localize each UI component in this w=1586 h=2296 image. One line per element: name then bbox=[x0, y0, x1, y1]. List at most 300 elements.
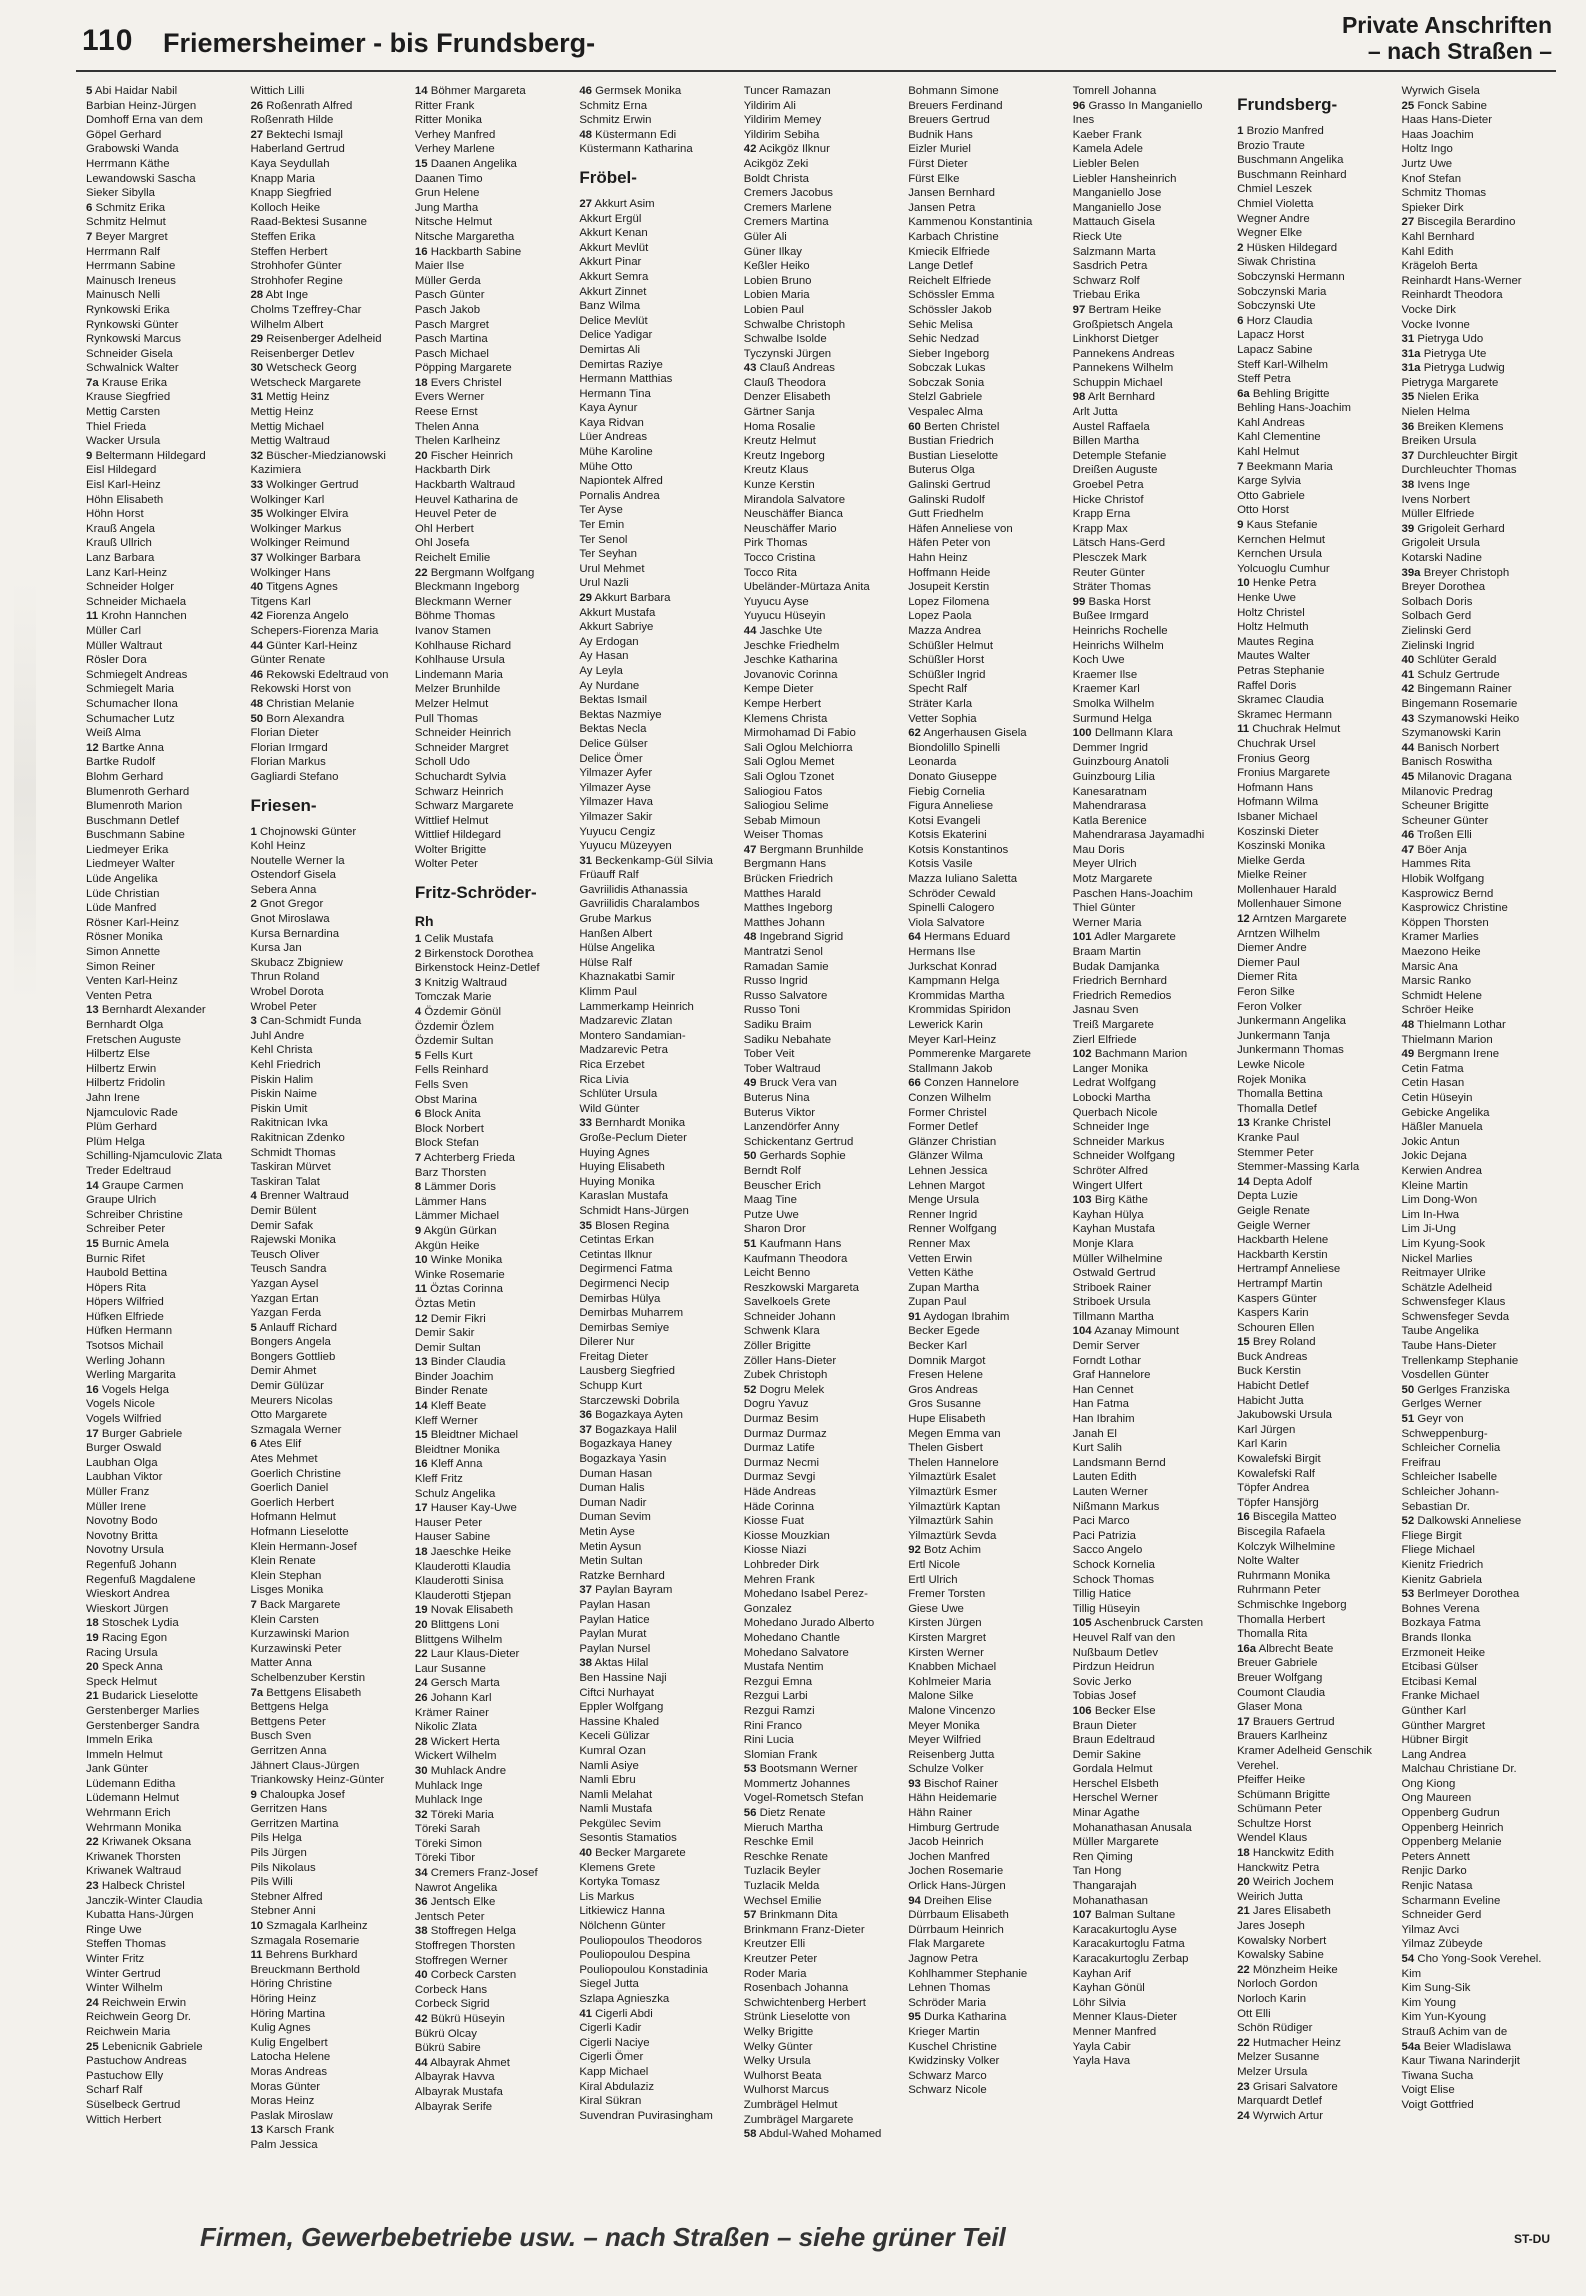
resident-entry bbox=[1073, 1456, 1225, 1471]
resident-entry bbox=[1402, 1937, 1554, 1952]
resident-entry bbox=[744, 1470, 896, 1485]
resident-entry bbox=[579, 328, 731, 343]
resident-entry bbox=[415, 1136, 567, 1151]
resident-entry bbox=[1402, 668, 1554, 683]
resident-name: Marquardt Detlef bbox=[1237, 2095, 1322, 2108]
resident-name: Galinski Rudolf bbox=[908, 493, 985, 506]
resident-entry bbox=[86, 1952, 238, 1967]
resident-name: Höpers Rita bbox=[86, 1281, 147, 1294]
resident-name: Akkurt Semra bbox=[579, 270, 649, 283]
resident-name: Reinhardt Theodora bbox=[1401, 289, 1503, 302]
resident-name: Kmiecik Elfriede bbox=[908, 245, 990, 258]
resident-name: Malone Vincenzo bbox=[908, 1704, 996, 1717]
resident-name: Kubatta Hans-Jürgen bbox=[86, 1909, 194, 1922]
resident-entry bbox=[86, 755, 238, 770]
house-number: 42 bbox=[743, 143, 757, 156]
resident-name: Glänzer Wilma bbox=[908, 1150, 983, 1163]
resident-name: Liebler Hansheinrich bbox=[1072, 172, 1177, 185]
resident-name: Giese Uwe bbox=[908, 1602, 964, 1615]
resident-name: Birg Käthe bbox=[1094, 1194, 1149, 1207]
resident-name: Delice Yadigar bbox=[579, 329, 653, 342]
resident-entry bbox=[1073, 799, 1225, 814]
resident-entry bbox=[1237, 1423, 1389, 1438]
resident-entry bbox=[744, 916, 896, 931]
resident-name: Ciftci Nurhayat bbox=[579, 1686, 655, 1699]
resident-entry bbox=[744, 1762, 896, 1777]
resident-name: Renjic Darko bbox=[1401, 1865, 1467, 1878]
resident-name: Slomian Frank bbox=[743, 1748, 818, 1761]
house-number: 42 bbox=[250, 610, 264, 623]
resident-entry bbox=[744, 1689, 896, 1704]
resident-entry bbox=[415, 1545, 567, 1560]
resident-entry bbox=[744, 230, 896, 245]
resident-name: Melzer Brunhilde bbox=[414, 683, 501, 696]
resident-name: Obst Marina bbox=[414, 1093, 477, 1106]
resident-name: Durmaz Durmaz bbox=[743, 1427, 827, 1440]
house-number: 18 bbox=[1237, 1847, 1250, 1860]
resident-entry bbox=[1402, 201, 1554, 216]
resident-name: Beier Wladislawa bbox=[1423, 2040, 1512, 2053]
resident-entry bbox=[415, 1983, 567, 1998]
resident-entry bbox=[415, 186, 567, 201]
resident-entry bbox=[744, 1543, 896, 1558]
resident-entry bbox=[1073, 99, 1225, 114]
resident-entry bbox=[744, 2010, 896, 2025]
resident-name: Rösler Dora bbox=[86, 654, 147, 667]
resident-name: Grigoleit Gerhard bbox=[1417, 522, 1505, 535]
resident-name: Voigt Gottfried bbox=[1401, 2098, 1474, 2111]
resident-name: Holtz Helmuth bbox=[1237, 621, 1309, 634]
resident-name: Winke Monika bbox=[430, 1254, 503, 1267]
resident-entry bbox=[1073, 609, 1225, 624]
resident-entry bbox=[415, 609, 567, 624]
resident-name: Pietryga Udo bbox=[1417, 333, 1484, 346]
resident-entry bbox=[744, 726, 896, 741]
resident-entry bbox=[579, 1729, 731, 1744]
house-number: 13 bbox=[414, 1356, 428, 1369]
resident-name: Barz Thorsten bbox=[414, 1166, 487, 1179]
resident-name: Akkurt Pinar bbox=[579, 256, 642, 269]
resident-name: Roßenrath Hilde bbox=[250, 114, 334, 127]
resident-name: Verhey Marlene bbox=[414, 143, 495, 156]
resident-entry bbox=[86, 1529, 238, 1544]
house-number: 57 bbox=[743, 1909, 757, 1922]
resident-entry bbox=[744, 1777, 896, 1792]
house-number: 106 bbox=[1072, 1704, 1092, 1717]
resident-name: Gerstenberger Sandra bbox=[86, 1719, 200, 1732]
resident-name: Breuer Wolfgang bbox=[1237, 1671, 1323, 1684]
resident-name: Ertl Nicole bbox=[908, 1558, 961, 1571]
resident-entry bbox=[1402, 1412, 1554, 1427]
resident-entry bbox=[1237, 299, 1389, 314]
resident-entry bbox=[1073, 522, 1225, 537]
resident-name: Kamela Adele bbox=[1072, 143, 1143, 156]
resident-entry bbox=[908, 1354, 1060, 1369]
resident-name: Zupan Paul bbox=[908, 1296, 967, 1309]
resident-name: Ay Hasan bbox=[579, 650, 629, 663]
resident-entry bbox=[1237, 1102, 1389, 1117]
resident-name: Krapp Max bbox=[1072, 522, 1128, 535]
resident-name: Werling Margarita bbox=[86, 1369, 176, 1382]
resident-entry bbox=[579, 635, 731, 650]
resident-name: Burger Gabriele bbox=[101, 1427, 183, 1440]
resident-name: Gerhards Sophie bbox=[759, 1150, 846, 1163]
resident-entry bbox=[1073, 245, 1225, 260]
resident-name: Junkermann Thomas bbox=[1237, 1044, 1344, 1057]
resident-entry bbox=[250, 1700, 402, 1715]
resident-entry bbox=[250, 868, 402, 883]
resident-entry bbox=[1073, 1281, 1225, 1296]
resident-name: Adler Margarete bbox=[1094, 931, 1176, 944]
resident-entry bbox=[1237, 1219, 1389, 1234]
resident-entry bbox=[908, 653, 1060, 668]
resident-name: Jokic Antun bbox=[1401, 1135, 1460, 1148]
resident-name: Holtz Ingo bbox=[1401, 143, 1453, 156]
resident-name: Raad-Bektesi Susanne bbox=[250, 216, 367, 229]
resident-entry bbox=[1402, 303, 1554, 318]
resident-name: Sebab Mimoun bbox=[743, 814, 821, 827]
resident-name: Schwarz Rolf bbox=[1072, 274, 1140, 287]
house-number: 41 bbox=[579, 2007, 592, 2020]
resident-name: Heinrichs Rochelle bbox=[1072, 624, 1168, 637]
resident-name: Yayla Hava bbox=[1072, 2055, 1131, 2068]
resident-entry bbox=[86, 259, 238, 274]
resident-entry bbox=[1402, 1252, 1554, 1267]
resident-name: Bleckmann Werner bbox=[414, 595, 512, 608]
resident-entry bbox=[415, 1428, 567, 1443]
resident-entry bbox=[744, 2127, 896, 2142]
house-number: 11 bbox=[414, 1283, 427, 1296]
resident-entry bbox=[744, 1908, 896, 1923]
resident-entry bbox=[86, 1412, 238, 1427]
resident-name: Mettig Carsten bbox=[86, 406, 161, 419]
resident-entry bbox=[579, 1510, 731, 1525]
resident-entry bbox=[86, 1908, 238, 1923]
resident-name: Bustian Lieselotte bbox=[908, 449, 999, 462]
resident-name: Jeschke Friedhelm bbox=[743, 639, 840, 652]
resident-entry bbox=[1073, 916, 1225, 931]
resident-name: Karsch Frank bbox=[266, 2124, 335, 2137]
resident-name: Kohlhause Richard bbox=[414, 639, 512, 652]
resident-name: Schüßler Horst bbox=[908, 654, 985, 667]
resident-name: Hammes Rita bbox=[1401, 858, 1471, 871]
resident-name: Lindemann Maria bbox=[414, 668, 503, 681]
resident-name: Kulig Engelbert bbox=[250, 2036, 328, 2049]
resident-entry bbox=[1402, 1383, 1554, 1398]
resident-name: Fronius Margarete bbox=[1237, 767, 1331, 780]
resident-name: Sadiku Nebahate bbox=[743, 1033, 832, 1046]
resident-entry bbox=[415, 1297, 567, 1312]
resident-entry bbox=[1402, 1646, 1554, 1661]
resident-name: Jeschke Katharina bbox=[743, 654, 838, 667]
resident-entry bbox=[1237, 2109, 1389, 2124]
resident-name: Stemmer Peter bbox=[1237, 1146, 1314, 1159]
resident-name: Herrmann Ralf bbox=[86, 245, 161, 258]
resident-name: Habicht Detlef bbox=[1237, 1380, 1309, 1393]
resident-name: Bustian Friedrich bbox=[908, 435, 994, 448]
resident-name: Rösner Monika bbox=[86, 931, 163, 944]
resident-name: Lisges Monika bbox=[250, 1584, 324, 1597]
resident-entry bbox=[1402, 960, 1554, 975]
resident-entry bbox=[1237, 1773, 1389, 1788]
resident-entry bbox=[250, 1335, 402, 1350]
resident-entry bbox=[1237, 620, 1389, 635]
resident-name: Schwalbe Christoph bbox=[743, 318, 846, 331]
resident-name: Sobczynski Maria bbox=[1237, 285, 1327, 298]
resident-name: Hutmacher Heinz bbox=[1252, 2036, 1341, 2049]
resident-entry bbox=[579, 1831, 731, 1846]
resident-name: Rini Lucia bbox=[743, 1734, 794, 1747]
resident-name: Knabben Michael bbox=[908, 1661, 997, 1674]
resident-name: Rica Livia bbox=[579, 1073, 629, 1086]
resident-entry bbox=[1073, 1719, 1225, 1734]
resident-name: Bükrü Hüseyin bbox=[430, 2013, 505, 2025]
house-number: 16 bbox=[414, 1458, 428, 1471]
house-number: 16 bbox=[1237, 1511, 1250, 1524]
resident-entry bbox=[744, 828, 896, 843]
resident-name: Lopez Paola bbox=[908, 610, 972, 623]
resident-entry bbox=[415, 1151, 567, 1166]
resident-name: Lüdemann Helmut bbox=[86, 1792, 180, 1805]
resident-entry bbox=[1402, 1091, 1554, 1106]
resident-entry bbox=[250, 1627, 402, 1642]
resident-entry bbox=[1073, 1762, 1225, 1777]
resident-name: Maag Tine bbox=[743, 1194, 797, 1207]
resident-name: Kohl Heinz bbox=[250, 840, 306, 853]
resident-name: Pannekens Wilhelm bbox=[1072, 362, 1174, 375]
resident-name: Schneider Holger bbox=[86, 581, 175, 594]
resident-name: Krommidas Spiridon bbox=[908, 1004, 1011, 1017]
resident-entry bbox=[744, 1967, 896, 1982]
resident-name: Bükrü Olcay bbox=[414, 2027, 477, 2040]
house-number: 52 bbox=[1401, 1515, 1415, 1528]
resident-name: Kim Yun-Kyoung bbox=[1401, 2011, 1487, 2024]
resident-name: Mommertz Johannes bbox=[743, 1777, 851, 1790]
resident-name: Thelen Hannelore bbox=[908, 1456, 999, 1469]
resident-name: Thrun Roland bbox=[250, 971, 320, 984]
resident-name: Grisari Salvatore bbox=[1252, 2080, 1338, 2093]
resident-entry bbox=[1073, 332, 1225, 347]
resident-entry bbox=[908, 609, 1060, 624]
resident-entry bbox=[1237, 970, 1389, 985]
house-number: 22 bbox=[1237, 1963, 1250, 1976]
resident-entry bbox=[1237, 1627, 1389, 1642]
resident-entry bbox=[1237, 1496, 1389, 1511]
resident-entry bbox=[86, 522, 238, 537]
resident-name: Schwarz Marco bbox=[908, 2069, 987, 2082]
resident-name: Megen Emma van bbox=[908, 1427, 1001, 1440]
page-header bbox=[0, 0, 1586, 70]
resident-entry bbox=[86, 1383, 238, 1398]
resident-name: Kowalsky Sabine bbox=[1237, 1949, 1324, 1962]
resident-entry bbox=[86, 463, 238, 478]
resident-entry bbox=[1402, 478, 1554, 493]
resident-entry bbox=[1402, 1397, 1554, 1412]
resident-name: Thiel Günter bbox=[1072, 902, 1136, 915]
resident-entry bbox=[86, 1179, 238, 1194]
resident-entry bbox=[415, 245, 567, 260]
resident-name: Gnot Gregor bbox=[259, 898, 324, 911]
resident-name: Banisch Roswitha bbox=[1401, 756, 1493, 769]
resident-entry bbox=[1237, 1744, 1389, 1759]
resident-entry bbox=[1073, 1646, 1225, 1661]
resident-name: Graupe Carmen bbox=[101, 1179, 184, 1192]
resident-name: Kahl Helmut bbox=[1237, 446, 1300, 459]
resident-entry bbox=[579, 1583, 731, 1598]
resident-entry bbox=[1402, 1894, 1554, 1909]
resident-entry bbox=[250, 741, 402, 756]
resident-entry bbox=[1073, 624, 1225, 639]
resident-entry bbox=[579, 591, 731, 606]
resident-entry bbox=[908, 1806, 1060, 1821]
resident-name: Diemer Rita bbox=[1237, 971, 1298, 984]
resident-name: Herschel Elsbeth bbox=[1072, 1777, 1159, 1790]
resident-entry bbox=[86, 1689, 238, 1704]
resident-entry bbox=[1073, 1777, 1225, 1792]
resident-name: Peters Annett bbox=[1401, 1850, 1470, 1863]
resident-name: Schneider Heinrich bbox=[414, 727, 512, 740]
resident-name: Kiral Sükran bbox=[579, 2095, 642, 2108]
resident-entry bbox=[1402, 1470, 1554, 1485]
resident-entry bbox=[1237, 1467, 1389, 1482]
resident-entry bbox=[250, 361, 402, 376]
resident-name: Domhoff Erna van dem bbox=[86, 114, 203, 127]
house-number: 32 bbox=[250, 449, 264, 462]
resident-entry bbox=[1237, 168, 1389, 183]
resident-entry bbox=[1237, 533, 1389, 548]
resident-entry bbox=[415, 1399, 567, 1414]
resident-name: Yazgan Ferda bbox=[250, 1307, 322, 1320]
resident-entry bbox=[86, 186, 238, 201]
resident-name: Eisl Hildegard bbox=[86, 464, 157, 477]
house-number: 47 bbox=[743, 843, 757, 856]
resident-name: Corbeck Sigrid bbox=[414, 1998, 490, 2011]
resident-name: Smolka Wilhelm bbox=[1072, 697, 1155, 710]
resident-entry bbox=[415, 230, 567, 245]
resident-entry bbox=[415, 1676, 567, 1691]
resident-entry bbox=[579, 1379, 731, 1394]
resident-entry bbox=[1073, 1266, 1225, 1281]
resident-name: Schwenk Klara bbox=[743, 1325, 820, 1338]
resident-name: Horz Claudia bbox=[1246, 314, 1313, 327]
resident-name: Beyer Margret bbox=[95, 230, 168, 243]
resident-name: Klemens Grete bbox=[579, 1861, 656, 1874]
resident-name: Otto Horst bbox=[1237, 504, 1289, 517]
resident-entry bbox=[1402, 1441, 1554, 1456]
resident-entry bbox=[86, 872, 238, 887]
resident-entry bbox=[250, 1569, 402, 1584]
resident-entry bbox=[250, 172, 402, 187]
resident-entry bbox=[250, 1977, 402, 1992]
resident-name: Tuzlacik Beyler bbox=[743, 1865, 821, 1878]
resident-entry bbox=[415, 961, 567, 976]
resident-entry bbox=[1237, 1306, 1389, 1321]
resident-entry bbox=[415, 624, 567, 639]
resident-entry bbox=[744, 2098, 896, 2113]
resident-name: Kowalefski Birgit bbox=[1237, 1453, 1321, 1466]
resident-name: Solbach Gerd bbox=[1401, 610, 1472, 623]
resident-entry bbox=[579, 387, 731, 402]
resident-name: Hupe Elisabeth bbox=[908, 1413, 986, 1426]
resident-entry bbox=[86, 2010, 238, 2025]
resident-name: Bogazkaya Haney bbox=[579, 1438, 672, 1451]
resident-name: Buterus Olga bbox=[908, 464, 975, 477]
resident-entry bbox=[908, 1835, 1060, 1850]
resident-name: Jovanovic Corinna bbox=[743, 668, 838, 681]
resident-name: Rezgui Larbi bbox=[743, 1690, 808, 1703]
resident-entry bbox=[908, 478, 1060, 493]
resident-name: Arntzen Margarete bbox=[1252, 913, 1347, 926]
resident-entry bbox=[744, 1952, 896, 1967]
house-number: 58 bbox=[743, 2128, 757, 2141]
resident-entry bbox=[1073, 755, 1225, 770]
house-number: 34 bbox=[414, 1867, 428, 1880]
resident-entry bbox=[1402, 1339, 1554, 1354]
resident-name: Spieker Dirk bbox=[1401, 201, 1464, 214]
resident-name: Brücken Friedrich bbox=[743, 873, 834, 886]
resident-entry bbox=[744, 1894, 896, 1909]
resident-entry bbox=[908, 1368, 1060, 1383]
resident-name: Schwichtenberg Herbert bbox=[743, 1996, 866, 2009]
resident-name: Gonzalez bbox=[743, 1602, 792, 1615]
resident-name: Gebicke Angelika bbox=[1401, 1106, 1490, 1119]
resident-name: Block Stefan bbox=[414, 1137, 479, 1150]
resident-name: Paylan Hasan bbox=[579, 1598, 651, 1611]
resident-entry bbox=[1402, 1616, 1554, 1631]
resident-name: Sträter Karla bbox=[908, 697, 973, 710]
resident-entry bbox=[415, 347, 567, 362]
resident-name: Dreißen Auguste bbox=[1072, 464, 1158, 477]
resident-name: Schüßler Ingrid bbox=[908, 668, 986, 681]
resident-entry bbox=[250, 1058, 402, 1073]
resident-name: Mieruch Martha bbox=[743, 1821, 823, 1834]
resident-name: Moras Andreas bbox=[250, 2065, 328, 2078]
resident-name: Schelbenzuber Kerstin bbox=[250, 1671, 366, 1684]
resident-name: Pasch Michael bbox=[414, 347, 489, 360]
resident-name: Steff Petra bbox=[1237, 373, 1291, 386]
resident-entry bbox=[1237, 985, 1389, 1000]
resident-entry bbox=[86, 493, 238, 508]
resident-name: Noutelle Werner la bbox=[250, 854, 345, 867]
resident-entry bbox=[250, 682, 402, 697]
resident-name: Yilmaztürk Esalet bbox=[908, 1471, 996, 1484]
resident-entry bbox=[1073, 1558, 1225, 1573]
resident-name: Kiosse Fuat bbox=[743, 1515, 804, 1528]
house-number: 20 bbox=[414, 449, 428, 462]
resident-entry bbox=[1402, 785, 1554, 800]
house-number: 14 bbox=[414, 85, 428, 97]
resident-name: Fresen Helene bbox=[908, 1369, 983, 1382]
house-number: 48 bbox=[250, 697, 264, 710]
resident-entry bbox=[579, 1087, 731, 1102]
resident-entry bbox=[415, 1516, 567, 1531]
resident-entry bbox=[579, 868, 731, 883]
resident-entry bbox=[86, 99, 238, 114]
resident-entry bbox=[86, 1427, 238, 1442]
resident-name: Former Christel bbox=[908, 1106, 987, 1119]
resident-entry bbox=[1237, 897, 1389, 912]
resident-name: Gersch Marta bbox=[430, 1677, 500, 1690]
resident-entry bbox=[1402, 230, 1554, 245]
resident-name: Back Margarete bbox=[259, 1598, 341, 1611]
resident-name: Vogels Helga bbox=[101, 1383, 169, 1396]
resident-name: Jurtz Uwe bbox=[1401, 157, 1453, 170]
house-number: 33 bbox=[579, 1117, 592, 1130]
resident-name: Otto Gabriele bbox=[1237, 489, 1305, 502]
resident-entry bbox=[415, 493, 567, 508]
resident-entry bbox=[908, 1514, 1060, 1529]
resident-name: Wolter Brigitte bbox=[414, 843, 487, 856]
